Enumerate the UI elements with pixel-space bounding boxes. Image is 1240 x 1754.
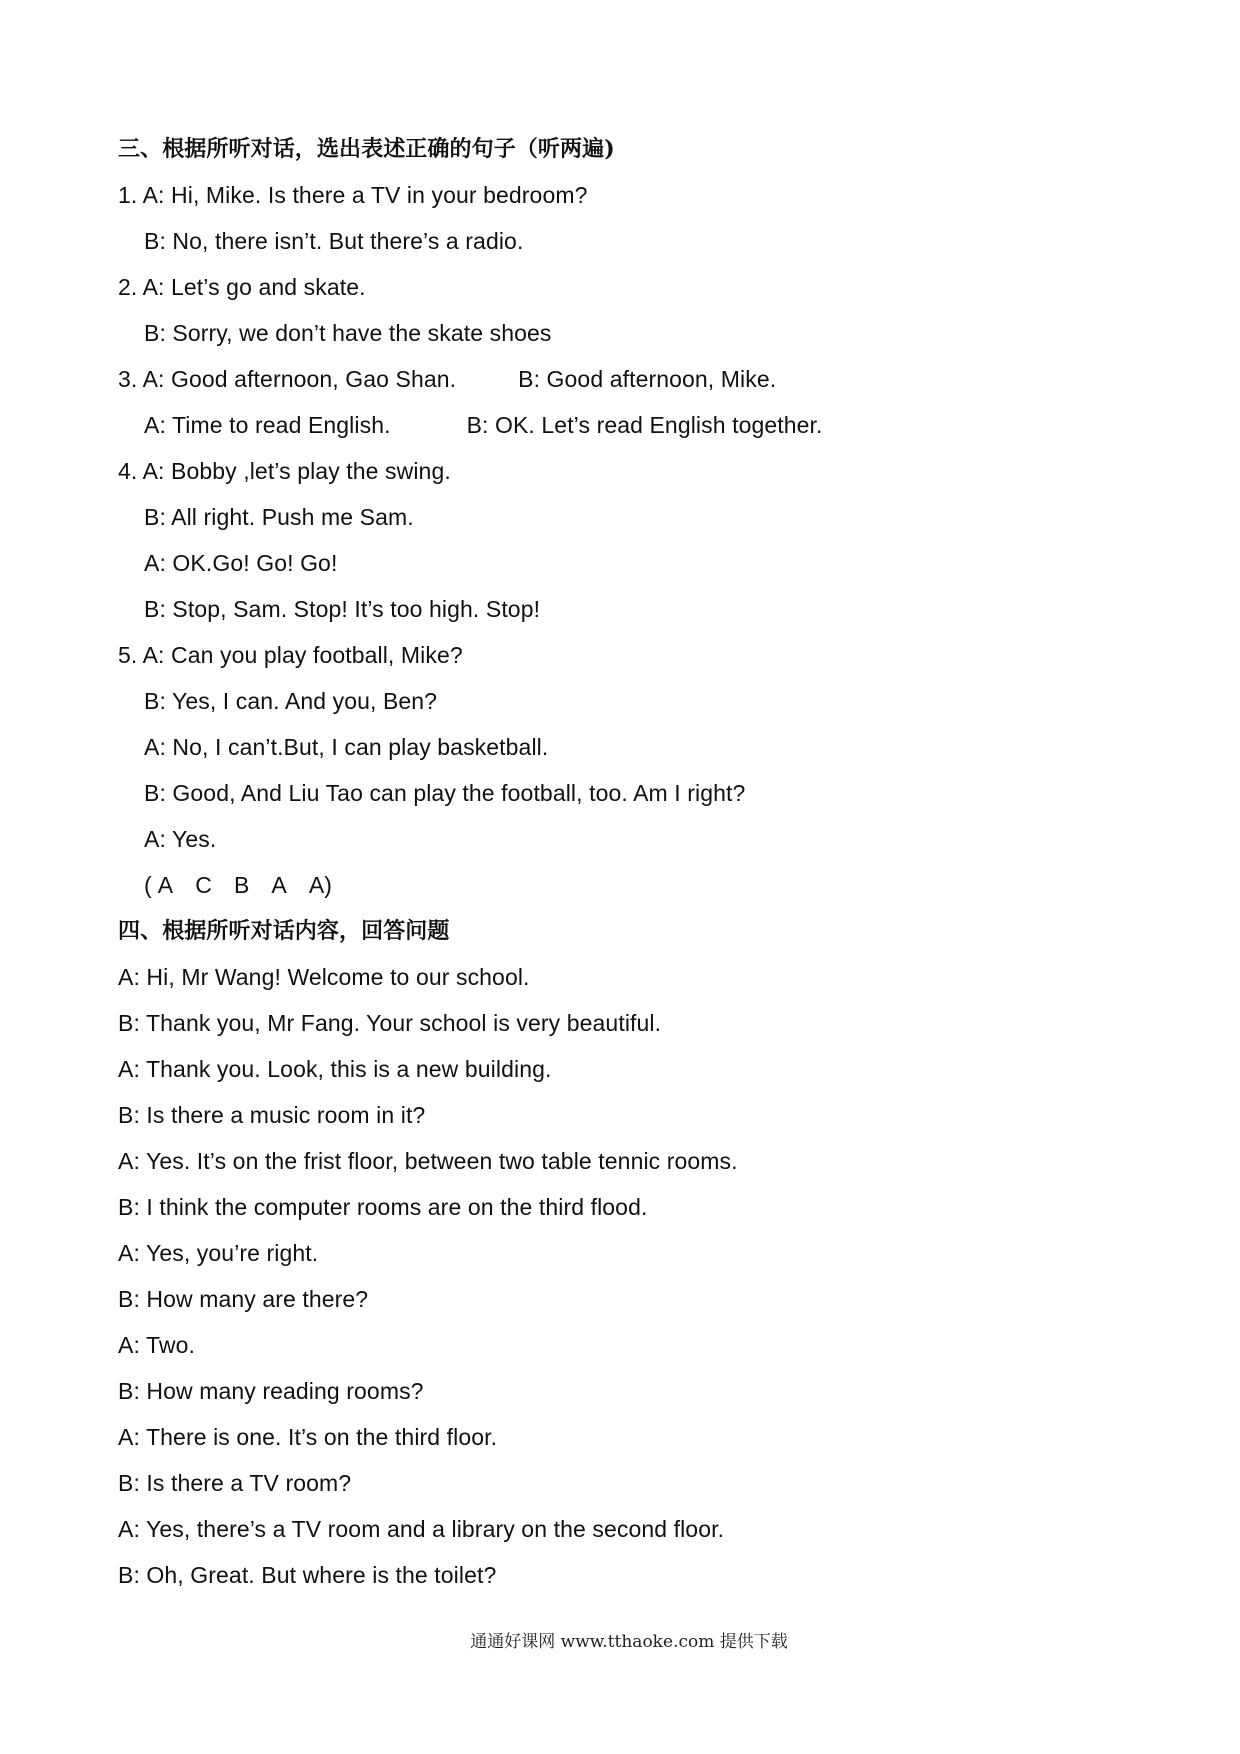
section-3-heading: 三、根据所听对话，选出表述正确的句子（听两遍)	[118, 136, 615, 162]
dialogue-line: B: Thank you, Mr Fang. Your school is very beautiful.	[118, 1010, 662, 1036]
dialogue-line: B: Good afternoon, Mike.	[518, 366, 777, 392]
dialogue-line: B: Is there a music room in it?	[118, 1102, 426, 1128]
dialogue-line: 1. A: Hi, Mike. Is there a TV in your bedroom?	[118, 182, 588, 208]
dialogue-line: A: Yes, there’s a TV room and a library on the second floor.	[118, 1516, 725, 1542]
dialogue-line: A: Hi, Mr Wang! Welcome to our school.	[118, 964, 530, 990]
dialogue-line: B: How many reading rooms?	[118, 1378, 424, 1404]
answer-open-paren: (	[144, 872, 152, 898]
dialogue-line: A: OK.Go! Go! Go!	[144, 550, 338, 576]
dialogue-line: B: All right. Push me Sam.	[144, 504, 414, 530]
dialogue-line: A: There is one. It’s on the third floor.	[118, 1424, 498, 1450]
dialogue-line: B: No, there isn’t. But there’s a radio.	[144, 228, 524, 254]
dialogue-line: A: Yes. It’s on the frist floor, between two table tennic rooms.	[118, 1148, 738, 1174]
dialogue-line: 4. A: Bobby ,let’s play the swing.	[118, 458, 451, 484]
dialogue-line: A: Thank you. Look, this is a new building.	[118, 1056, 552, 1082]
worksheet-content	[118, 126, 1118, 1598]
dialogue-line: A: Yes, you’re right.	[118, 1240, 319, 1266]
dialogue-line: B: OK. Let’s read English together.	[466, 412, 823, 438]
dialogue-line: A: Yes.	[144, 826, 217, 852]
dialogue-line: B: Good, And Liu Tao can play the football, too. Am I right?	[144, 780, 746, 806]
dialogue-line: B: Is there a TV room?	[118, 1470, 352, 1496]
dialogue-line-pair	[118, 402, 1118, 448]
dialogue-line: A: Time to read English.	[144, 412, 391, 438]
answer-key	[118, 862, 1118, 908]
dialogue-line: B: Oh, Great. But where is the toilet?	[118, 1562, 497, 1588]
dialogue-line: B: I think the computer rooms are on the third flood.	[118, 1194, 648, 1220]
dialogue-line: B: Yes, I can. And you, Ben?	[144, 688, 438, 714]
dialogue-line: 3. A: Good afternoon, Gao Shan.	[118, 366, 457, 392]
section-4-heading: 四、根据所听对话内容，回答问题	[118, 918, 450, 944]
dialogue-line: A: Two.	[118, 1332, 195, 1358]
answer-item: A	[271, 872, 287, 898]
answer-item: C	[195, 872, 212, 898]
dialogue-line: 2. A: Let’s go and skate.	[118, 274, 366, 300]
dialogue-line: B: Sorry, we don’t have the skate shoes	[144, 320, 552, 346]
page-footer: 通通好课网 www.tthaoke.com 提供下载	[470, 1632, 788, 1652]
dialogue-line: B: How many are there?	[118, 1286, 369, 1312]
answer-item: A)	[308, 872, 333, 898]
answer-item: B	[233, 872, 250, 898]
dialogue-line: 5. A: Can you play football, Mike?	[118, 642, 463, 668]
answer-item: A	[157, 872, 174, 898]
dialogue-line: B: Stop, Sam. Stop! It’s too high. Stop!	[144, 596, 541, 622]
dialogue-line-pair	[118, 356, 1118, 402]
dialogue-line: A: No, I can’t.But, I can play basketball.	[144, 734, 549, 760]
